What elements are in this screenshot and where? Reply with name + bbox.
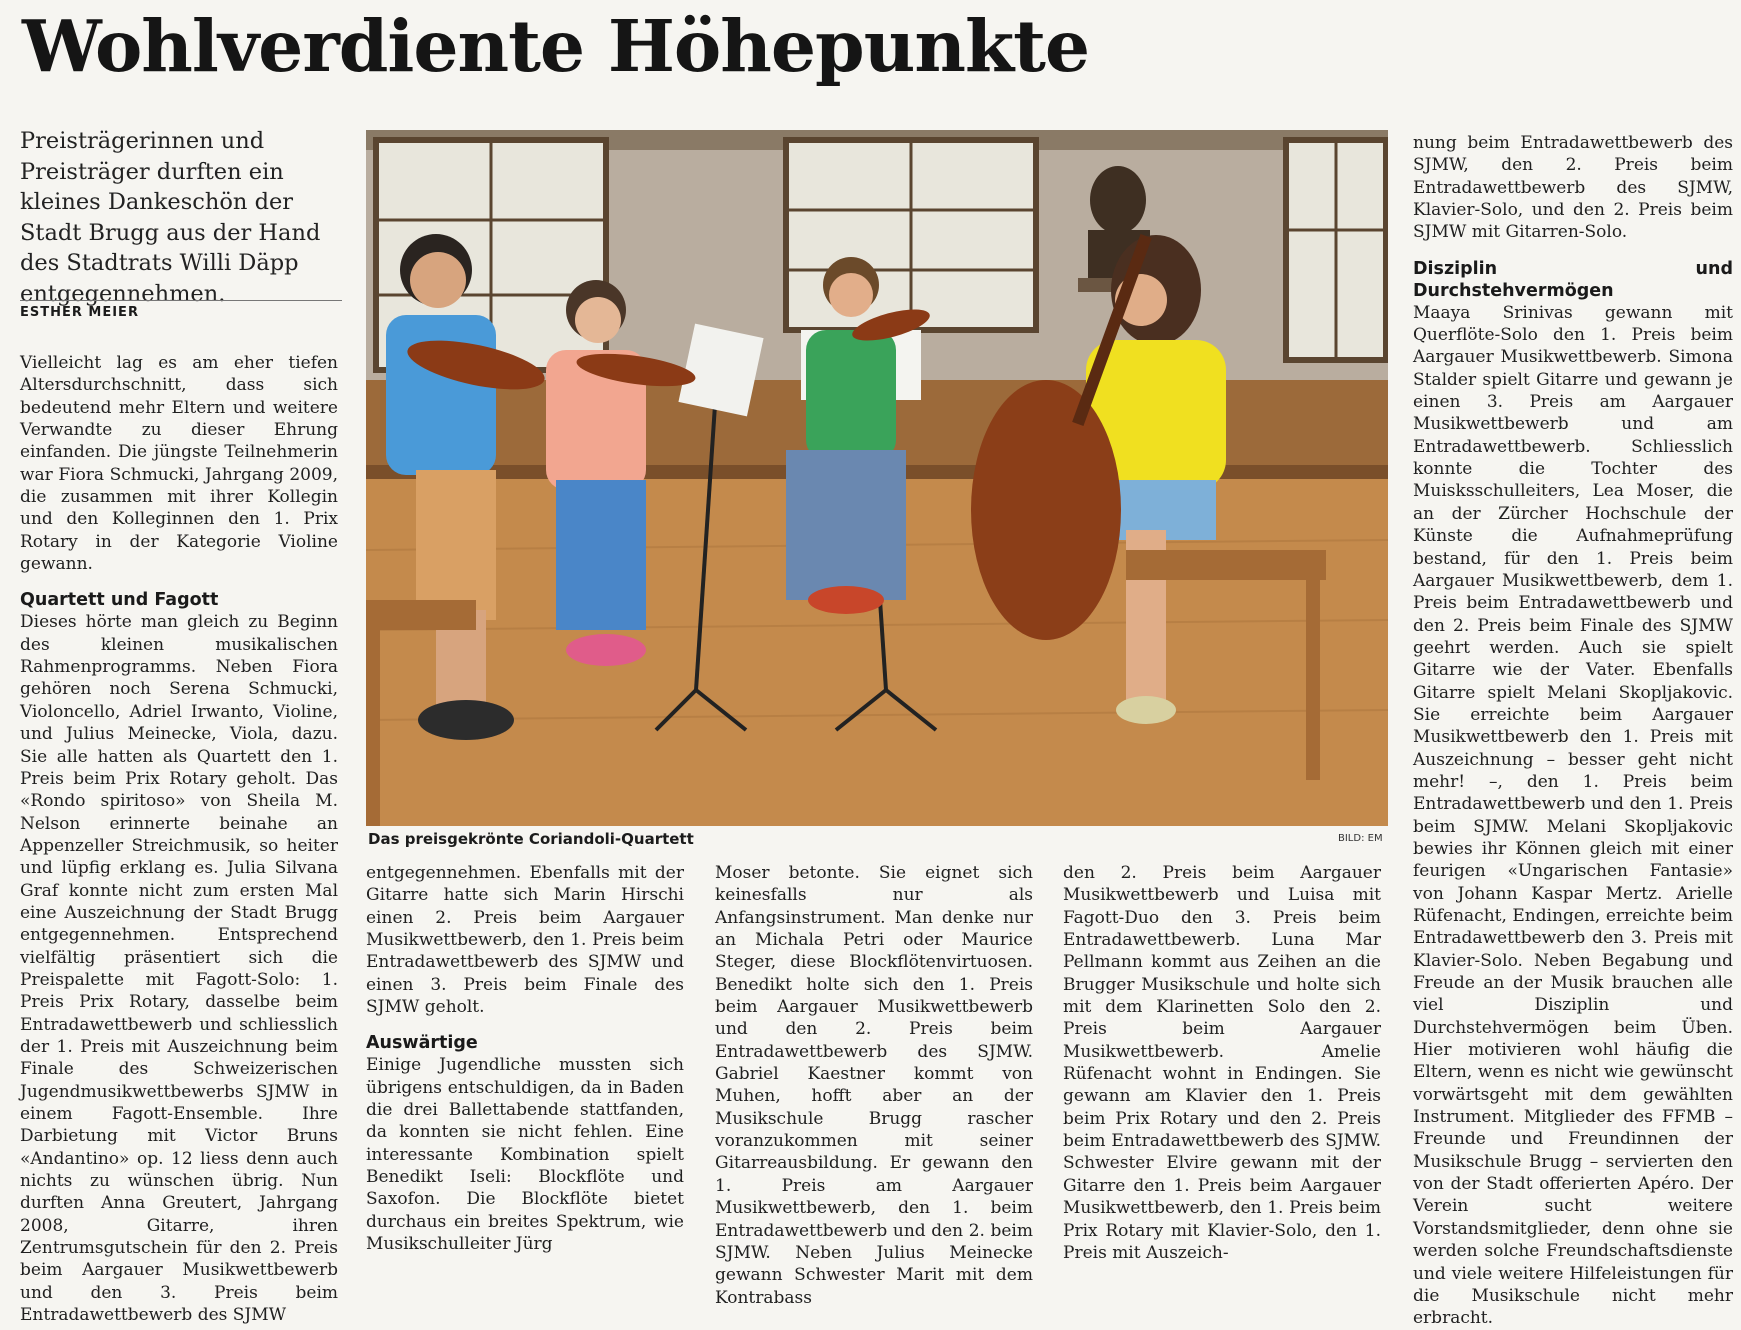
paragraph: Dieses hörte man gleich zu Beginn des kleinen musikalischen Rahmenprogramms. Neben Fiora gehören noch Serena Schmucki, Violoncello, Adriel Irwanto, Violine, und Julius Meinecke, Viola, dazu. Sie alle hatten als Quartett den 1. Preis beim Prix Rotary geholt. Das «Rondo spiritoso» von Sheila M. Nelson erinnerte beinahe an Appenzeller Streichmusik, so heiter und lüpfig erklang es. Julia Silvana Graf konnte nicht zum ersten Mal eine Auszeichnung der Stadt Brugg entgegennehmen. Entsprechend vielfältig präsentiert sich die Preispalette mit Fagott-Solo: 1. Preis Prix Rotary, dasselbe beim Entradawettbewerb und schliesslich der 1. Preis mit Auszeichnung beim Finale des Schweizerischen Jugendmusikwettbewerbs SJMW in einem Fagott-Ensemble. Ihre Darbietung mit Victor Bruns «Andantino» op. 12 liess denn auch nichts zu wünschen übrig. Nun durften Anna Greutert, Jahrgang 2008, Gitarre, ihren Zentrumsgutschein für den 2. Preis beim Aargauer Musikwettbewerb und den 3. Preis beim Entradawettbewerb des SJMW (20, 612, 338, 1326)
paragraph: entgegennehmen. Ebenfalls mit der Gitarre hatte sich Marin Hirschi einen 2. Preis beim Aargauer Musikwettbewerb, den 1. Preis beim Entradawettbewerb des SJMW und einen 3. Preis beim Finale des SJMW geholt. (366, 863, 684, 1018)
article-column-1 (20, 352, 338, 1326)
paragraph: nung beim Entradawettbewerb des SJMW, den 2. Preis beim Entradawettbewerb des SJMW, Klavier-Solo, und den 2. Preis beim SJMW mit Gitarren-Solo. (1413, 133, 1733, 243)
paragraph: den 2. Preis beim Aargauer Musikwettbewerb und Luisa mit Fagott-Duo den 3. Preis beim Entradawettbewerb. Luna Mar Pellmann kommt aus Zeihen an die Brugger Musikschule und holte sich mit dem Klarinetten Solo den 2. Preis beim Aargauer Musikwettbewerb. Amelie Rüfenacht wohnt in Endingen. Sie gewann am Klavier den 1. Preis beim Prix Rotary und den 2. Preis beim Entradawettbewerb des SJMW. Schwester Elvire gewann mit der Gitarre den 1. Preis beim Aargauer Musikwettbewerb, den 1. Preis beim Prix Rotary mit Klavier-Solo, den 1. Preis mit Auszeich- (1063, 863, 1381, 1263)
paragraph: Maaya Srinivas gewann mit Querflöte-Solo den 1. Preis beim Aargauer Musikwettbewerb. Simona Stalder spielt Gitarre und gewann je einen 3. Preis am Aargauer Musikwettbewerb und am Entradawettbewerb. Schliesslich konnte die Tochter des Muisksschulleiters, Lea Moser, die an der Zürcher Hochschule der Künste die Aufnahmeprüfung bestand, für den 1. Preis beim Aargauer Musikwettbewerb, dem 1. Preis beim Entradawettbewerb und den 2. Preis beim Finale des SJMW geehrt werden. Auch sie spielt Gitarre wie der Vater. Ebenfalls Gitarre spielt Melani Skopljakovic. Sie erreichte beim Aargauer Musikwettbewerb den 1. Preis mit Auszeichnung – besser geht nicht mehr! –, den 1. Preis beim Entradawettbewerb und den 1. Preis beim SJMW. Melani Skopljakovic bewies ihr Können gleich mit einer feurigen «Ungarischen Fantasie» von Johann Kaspar Mertz. Arielle Rüfenacht, Endingen, erreichte beim Entradawettbewerb den 3. Preis mit Klavier-Solo. Neben Begabung und Freude an der Musik brauchen alle viel Disziplin und Durchstehvermögen beim Üben. Hier motivieren wohl häufig die Eltern, wenn es nicht wie gewünscht vorwärtsgeht mit dem gewählten Instrument. Mitglieder des FFMB – Freunde und Freundinnen der Musikschule Brugg – servierten den von der Stadt offerierten Apéro. Der Verein sucht weitere Vorstandsmitglieder, denn ohne sie werden solche Freundschaftsdienste und viele weitere Hilfeleistungen für die Musikschule nicht mehr erbracht. (1413, 302, 1733, 1329)
article-photo (366, 130, 1388, 826)
author-rule (20, 300, 342, 301)
photo-credit: BILD: EM (1338, 833, 1383, 844)
subheading: Disziplin und Durchstehvermögen (1413, 258, 1733, 301)
quartet-photo-illustration (366, 130, 1388, 826)
photo-caption: Das preisgekrönte Coriandoli-Quartett (368, 830, 694, 848)
subheading: Auswärtige (366, 1033, 478, 1054)
paragraph: Einige Jugendliche mussten sich übrigens entschuldigen, da in Baden die drei Ballettabende stattfanden, da konnten sie nicht fehlen. Eine interessante Kombination spielt Benedikt Iseli: Blockflöte und Saxofon. Die Blockflöte bietet durchaus ein breites Spektrum, wie Musikschulleiter Jürg (366, 1055, 684, 1255)
headline: Wohlverdiente Höhepunkte (22, 4, 1090, 88)
article-column-2 (366, 862, 684, 1256)
article-column-5 (1413, 132, 1733, 1330)
article-column-4 (1063, 862, 1381, 1264)
article-column-3 (715, 862, 1033, 1309)
author-byline: ESTHER MEIER (20, 305, 139, 320)
paragraph: Vielleicht lag es am eher tiefen Altersdurchschnitt, dass sich bedeutend mehr Eltern und weitere Verwandte zu dieser Ehrung einfanden. Die jüngste Teilnehmerin war Fiora Schmucki, Jahrgang 2009, die zusammen mit ihrer Kollegin und den Kolleginnen den 1. Prix Rotary in der Kategorie Violine gewann. (20, 353, 338, 575)
lead-paragraph: Preisträgerinnen und Preisträger durften ein kleines Dankeschön der Stadt Brugg aus der Hand des Stadtrats Willi Däpp entgegennehmen. (20, 128, 321, 307)
subheading: Quartett und Fagott (20, 590, 219, 611)
paragraph: Moser betonte. Sie eignet sich keinesfalls nur als Anfangsinstrument. Man denke nur an Michala Petri oder Maurice Steger, diese Blockflötenvirtuosen. Benedikt holte sich den 1. Preis beim Aargauer Musikwettbewerb und den 2. Preis beim Entradawettbewerb des SJMW. Gabriel Kaestner kommt von Muhen, hofft aber an der Musikschule Brugg rascher voranzukommen mit seiner Gitarreausbildung. Er gewann den 1. Preis am Aargauer Musikwettbewerb, den 1. beim Entradawettbewerb und den 2. beim SJMW. Neben Julius Meinecke gewann Schwester Marit mit dem Kontrabass (715, 863, 1033, 1308)
